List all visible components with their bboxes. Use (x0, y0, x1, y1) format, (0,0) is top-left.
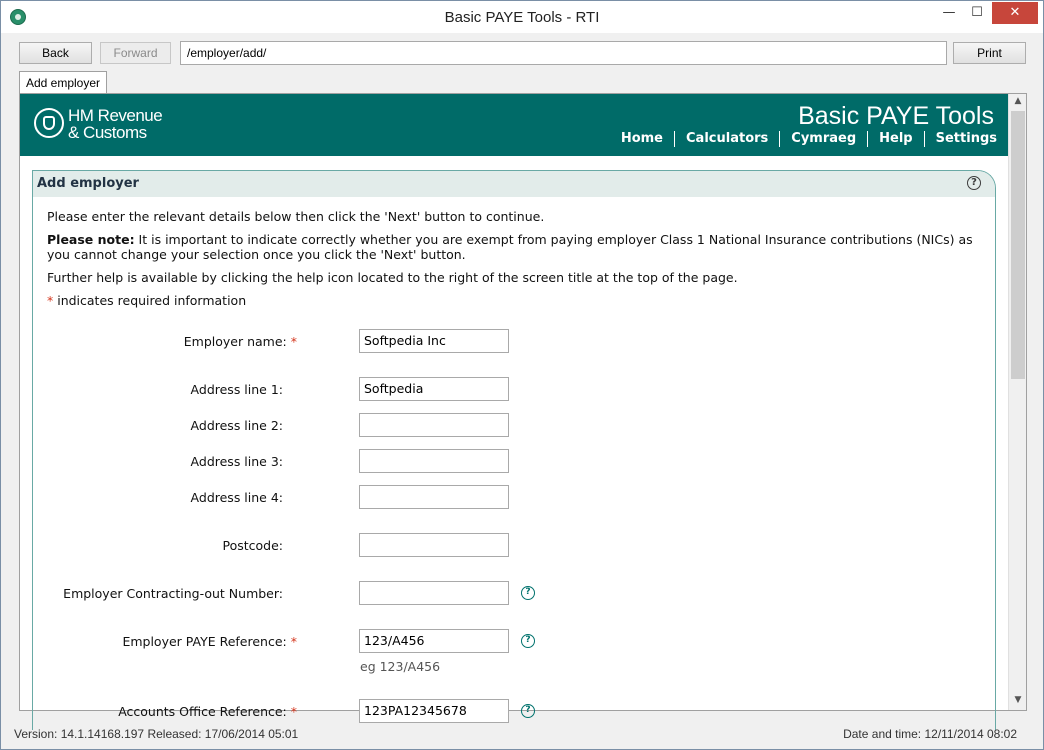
nav-help[interactable]: Help (867, 131, 923, 147)
forward-button[interactable]: Forward (100, 42, 171, 64)
site-header (20, 94, 1008, 156)
tab-add-employer[interactable]: Add employer (19, 71, 107, 94)
back-button[interactable]: Back (19, 42, 92, 64)
datetime-status: Date and time: 12/11/2014 08:02 (843, 727, 1017, 741)
address-line-3-label: Address line 3: (190, 454, 283, 469)
browser-viewport (19, 93, 1027, 719)
employer-name-label (184, 334, 297, 349)
address-line-2-label: Address line 2: (190, 418, 283, 433)
nav-settings[interactable]: Settings (924, 131, 1008, 147)
hmrc-logo-text (68, 107, 162, 141)
accounts-office-label (118, 704, 297, 719)
accounts-office-input[interactable]: 123PA12345678 (359, 699, 509, 723)
page-title: Add employer (37, 176, 139, 191)
scroll-thumb[interactable] (1011, 111, 1025, 379)
title-bar (1, 1, 1043, 33)
contracting-out-input[interactable] (359, 581, 509, 605)
employer-name-input[interactable]: Softpedia Inc (359, 329, 509, 353)
logo-line-2: & Customs (68, 123, 147, 142)
employer-name-label-text: Employer name: (183, 334, 287, 349)
address-line-4-input[interactable] (359, 485, 509, 509)
print-button[interactable]: Print (953, 42, 1026, 64)
nav-cymraeg[interactable]: Cymraeg (779, 131, 867, 147)
close-button[interactable]: ✕ (992, 2, 1038, 24)
paye-reference-hint: eg 123/A456 (360, 659, 441, 674)
accounts-office-label-text: Accounts Office Reference: (118, 704, 287, 719)
site-title: Basic PAYE Tools (798, 102, 994, 130)
vertical-scrollbar[interactable] (1008, 94, 1026, 710)
crown-logo-icon (34, 108, 64, 138)
add-employer-panel (32, 170, 996, 730)
paye-reference-input[interactable]: 123/A456 (359, 629, 509, 653)
required-star: * (47, 293, 54, 308)
note-text (47, 232, 987, 262)
address-line-1-input[interactable]: Softpedia (359, 377, 509, 401)
required-star: * (290, 634, 297, 649)
required-star: * (290, 334, 297, 349)
main-nav (610, 131, 1008, 147)
address-line-1-label: Address line 1: (190, 382, 283, 397)
postcode-input[interactable] (359, 533, 509, 557)
scroll-down-icon[interactable]: ▼ (1014, 695, 1022, 705)
address-line-3-input[interactable] (359, 449, 509, 473)
required-legend-text: indicates required information (53, 293, 247, 308)
address-line-4-label: Address line 4: (190, 490, 283, 505)
contracting-out-label: Employer Contracting-out Number: (63, 586, 283, 601)
paye-reference-label-text: Employer PAYE Reference: (122, 634, 287, 649)
required-star: * (290, 704, 297, 719)
address-line-2-input[interactable] (359, 413, 509, 437)
scroll-up-icon[interactable]: ▲ (1014, 96, 1022, 106)
intro-text: Please enter the relevant details below then click the 'Next' button to continue. (47, 209, 545, 224)
address-bar[interactable]: /employer/add/ (180, 41, 947, 65)
accounts-office-help-icon[interactable]: ? (521, 704, 535, 718)
further-help-text: Further help is available by clicking the help icon located to the right of the screen title at the top of the page. (47, 270, 738, 285)
window-title: Basic PAYE Tools - RTI (444, 9, 600, 26)
nav-home[interactable]: Home (620, 131, 664, 146)
required-legend (47, 293, 987, 308)
note-bold: Please note: (47, 232, 135, 247)
logo-line-1: HM Revenue (68, 106, 163, 125)
paye-reference-label (122, 634, 297, 649)
help-icon[interactable]: ? (967, 176, 981, 190)
note-body: It is important to indicate correctly whether you are exempt from paying employer Class 1 National Insurance contributions (NICs) as you cannot change your selection once you click the 'Next' button. (47, 232, 973, 262)
maximize-button[interactable]: ☐ (971, 5, 983, 20)
postcode-label: Postcode: (222, 538, 283, 553)
minimize-button[interactable]: — (942, 5, 956, 20)
panel-header (33, 171, 995, 197)
version-status: Version: 14.1.14168.197 Released: 17/06/2014 05:01 (14, 727, 299, 741)
nav-calculators[interactable]: Calculators (674, 131, 779, 147)
contracting-out-help-icon[interactable]: ? (521, 586, 535, 600)
paye-reference-help-icon[interactable]: ? (521, 634, 535, 648)
